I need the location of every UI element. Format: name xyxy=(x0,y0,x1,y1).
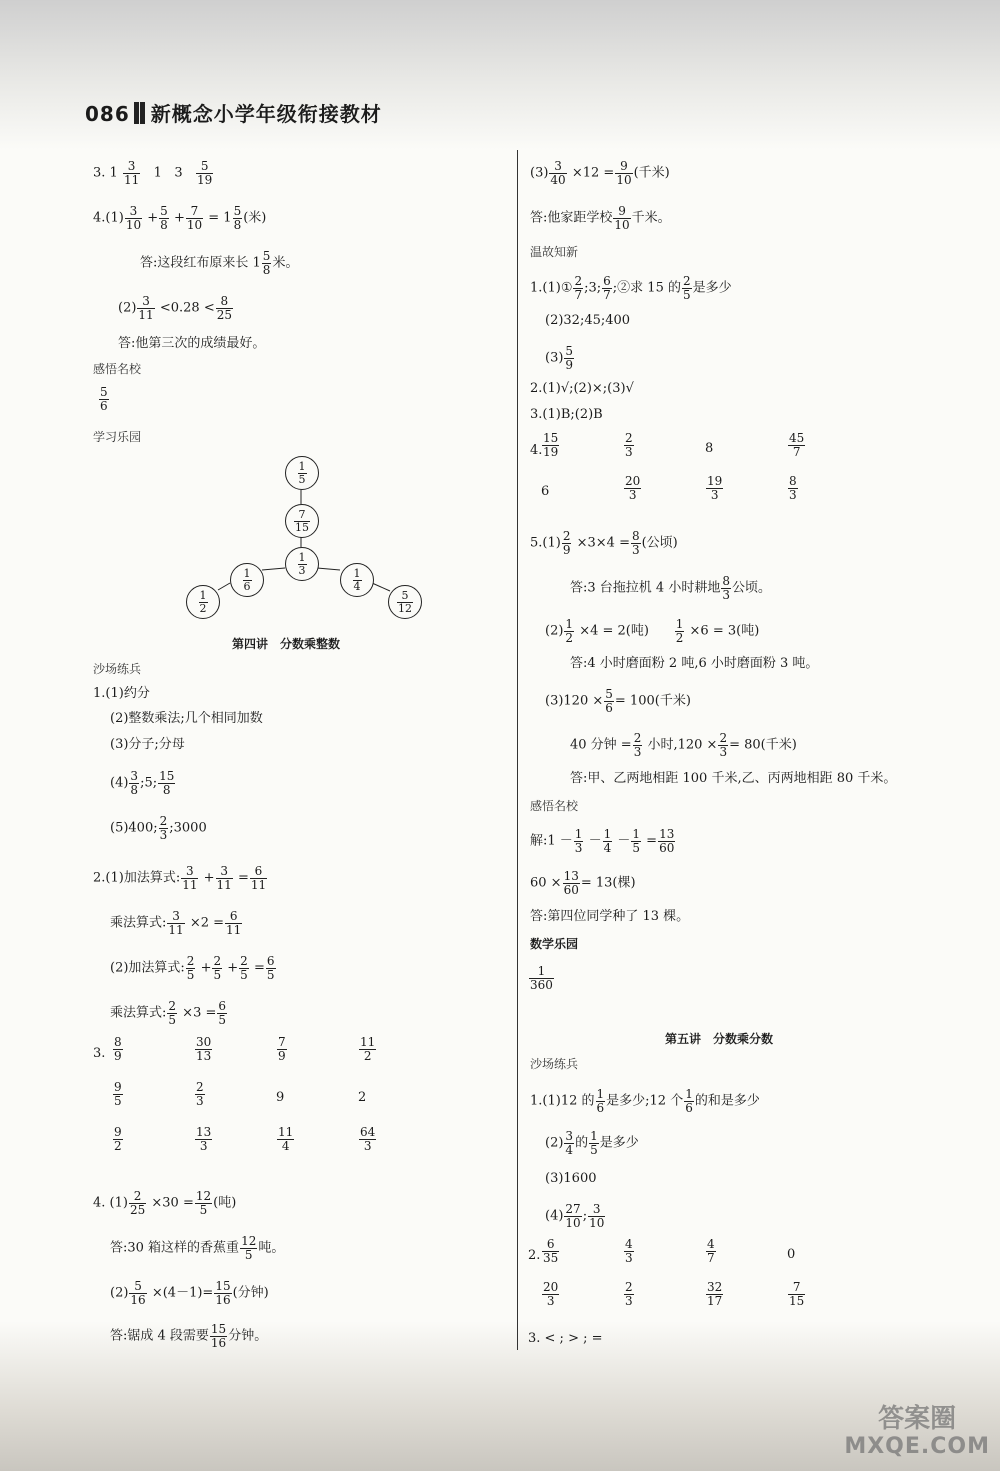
answer-line: 1.(1)① $\frac{2}{7}$ ;3; $\frac{6}{7}$ ;②求 15 的 $\frac{2}{5}$ 是多少 xyxy=(530,274,732,302)
grid-cell xyxy=(358,1126,377,1152)
grid-cell xyxy=(623,1238,635,1264)
page-number: 086 xyxy=(85,102,130,126)
grid-cell xyxy=(705,1238,717,1264)
grid-cell xyxy=(705,475,724,501)
fraction: $\frac{3}{11}$ xyxy=(123,159,140,187)
answer-line: 5.(1) $\frac{2}{9}$ ×3×4 = $\frac{8}{3}$ (公顷) xyxy=(530,529,678,557)
grid-cell xyxy=(623,432,635,458)
grid-cell xyxy=(194,1081,206,1107)
answer-line: (3) $\frac{5}{9}$ xyxy=(545,344,574,372)
book-title: 新概念小学年级衔接教材 xyxy=(150,102,382,126)
answer-line: 40 分钟 = $\frac{2}{3}$ 小时,120 × $\frac{2}{3}$ = 80(千米) xyxy=(570,731,797,759)
tree-node: $\frac{1}{2}$ xyxy=(186,585,220,619)
section-heading: 感悟名校 xyxy=(93,362,142,376)
question-number: 2. xyxy=(528,1248,541,1263)
answer-line: 2.(1)加法算式: $\frac{3}{11}$ + $\frac{3}{11}$ = $\frac{6}{11}$ xyxy=(93,864,267,892)
fraction: $\frac{13}{3}$ xyxy=(196,1125,212,1153)
answer-line: 答:他第三次的成绩最好。 xyxy=(118,336,266,351)
answer-line: 1.(1)12 的 $\frac{1}{6}$ 是多少;12 个 $\frac{1}{6}$ 的和是多少 xyxy=(530,1087,760,1115)
fraction: $\frac{30}{13}$ xyxy=(196,1035,212,1063)
grid-cell xyxy=(112,1081,124,1107)
grid-cell xyxy=(541,1281,560,1307)
answer-line: 60 × $\frac{13}{60}$ = 13(棵) xyxy=(530,869,636,897)
answer-line: (3) $\frac{3}{40}$ ×12 = $\frac{9}{10}$ (千米) xyxy=(530,159,670,187)
grid-cell xyxy=(787,475,799,501)
fraction: $\frac{20}{3}$ xyxy=(543,1280,559,1308)
answer-line: (2)整数乘法;几个相同加数 xyxy=(110,711,263,726)
fraction: $\frac{8}{3}$ xyxy=(789,474,797,502)
grid-cell xyxy=(623,475,642,501)
header-bar xyxy=(134,102,139,124)
answer-line: (2) $\frac{3}{4}$ 的 $\frac{1}{5}$ 是多少 xyxy=(545,1129,639,1157)
page-header xyxy=(85,98,382,127)
fraction: $\frac{7}{15}$ xyxy=(789,1280,805,1308)
grid-cell xyxy=(276,1036,288,1062)
answer-line: 乘法算式: $\frac{3}{11}$ ×2 = $\frac{6}{11}$ xyxy=(110,909,242,937)
section-heading: 沙场练兵 xyxy=(93,662,142,676)
answer-line: 乘法算式: $\frac{2}{5}$ ×3 = $\frac{6}{5}$ xyxy=(110,999,227,1027)
answer-line: 1.(1)约分 xyxy=(93,686,150,701)
fraction: $\frac{19}{3}$ xyxy=(707,474,723,502)
answer-line: (4) $\frac{27}{10}$ ; $\frac{3}{10}$ xyxy=(545,1202,605,1230)
watermark: 答案圈 MXQE.COM xyxy=(844,1404,990,1459)
grid-cell xyxy=(623,1281,635,1307)
fraction: $\frac{4}{7}$ xyxy=(707,1237,715,1265)
answer-line: 答:3 台拖拉机 4 小时耕地 $\frac{8}{3}$ 公顷。 xyxy=(570,574,771,602)
answer-line: $\frac{5}{6}$ xyxy=(100,385,108,413)
grid-cell xyxy=(276,1126,295,1152)
section-heading: 感悟名校 xyxy=(530,799,579,813)
answer-line: 答:这段红布原来长 1 $\frac{5}{8}$ 米。 xyxy=(140,249,299,277)
tree-node: $\frac{7}{15}$ xyxy=(285,504,319,538)
tree-node: $\frac{1}{4}$ xyxy=(340,563,374,597)
answer-line: 2.(1)√;(2)×;(3)√ xyxy=(530,381,634,396)
grid-cell xyxy=(787,432,806,458)
answer-line: (3)120 × $\frac{5}{6}$ = 100(千米) xyxy=(545,687,691,715)
section-heading: 沙场练兵 xyxy=(530,1057,579,1071)
section-heading: 学习乐园 xyxy=(93,430,142,444)
fraction: $\frac{9}{5}$ xyxy=(114,1080,122,1108)
fraction: $\frac{64}{3}$ xyxy=(360,1125,376,1153)
question-number: 3. xyxy=(93,1046,106,1061)
answer-line: (2) $\frac{1}{2}$ ×4 = 2(吨) $\frac{1}{2}$ ×6 = 3(吨) xyxy=(545,617,760,645)
grid-cell: 6 xyxy=(541,484,550,499)
fraction: $\frac{4}{3}$ xyxy=(625,1237,633,1265)
fraction: $\frac{2}{3}$ xyxy=(196,1080,204,1108)
answer-line: (2)加法算式: $\frac{2}{5}$ + $\frac{2}{5}$ + $\frac{2}{5}$ = $\frac{6}{5}$ xyxy=(110,954,275,982)
column-divider xyxy=(517,150,518,1350)
lecture-title: 第四讲 分数乘整数 xyxy=(232,637,341,651)
grid-cell xyxy=(112,1126,124,1152)
answer-line: 3. 1 $\frac{3}{11}$ 1 3 $\frac{5}{19}$ xyxy=(93,159,213,187)
answer-line: 3.(1)B;(2)B xyxy=(530,407,603,422)
fraction: $\frac{11}{4}$ xyxy=(278,1125,294,1153)
question-number: 4. xyxy=(530,443,543,458)
answer-line: 答:4 小时磨面粉 2 吨,6 小时磨面粉 3 吨。 xyxy=(570,656,819,671)
grid-cell xyxy=(705,1281,724,1307)
fraction: $\frac{2}{3}$ xyxy=(625,431,633,459)
fraction: $\frac{2}{3}$ xyxy=(625,1280,633,1308)
section-heading: 温故知新 xyxy=(530,245,579,259)
section-heading: 数学乐园 xyxy=(530,937,579,951)
answer-line: (3)分子;分母 xyxy=(110,737,185,752)
answer-line: 3. < ; > ; = xyxy=(528,1331,603,1346)
grid-cell: 8 xyxy=(705,441,714,456)
answer-line: $\frac{1}{360}$ xyxy=(530,964,553,992)
grid-cell xyxy=(194,1126,213,1152)
grid-cell: 0 xyxy=(787,1247,796,1262)
lecture-title: 第五讲 分数乘分数 xyxy=(665,1032,774,1046)
tree-node: $\frac{5}{12}$ xyxy=(388,585,422,619)
answer-line: (4) $\frac{3}{8}$ ;5; $\frac{15}{8}$ xyxy=(110,769,175,797)
header-decoration xyxy=(0,0,1000,150)
grid-cell: 9 xyxy=(276,1090,285,1105)
fraction: $\frac{15}{19}$ xyxy=(543,431,559,459)
answer-line: (3)1600 xyxy=(545,1171,597,1186)
fraction: $\frac{8}{9}$ xyxy=(114,1035,122,1063)
answer-line: 答:甲、乙两地相距 100 千米,乙、丙两地相距 80 千米。 xyxy=(570,771,897,786)
fraction: $\frac{45}{7}$ xyxy=(789,431,805,459)
tree-node: $\frac{1}{6}$ xyxy=(230,563,264,597)
answer-line: 答:30 箱这样的香蕉重 $\frac{12}{5}$ 吨。 xyxy=(110,1234,285,1262)
answer-line: 答:第四位同学种了 13 棵。 xyxy=(530,909,690,924)
grid-cell xyxy=(787,1281,806,1307)
fraction: $\frac{32}{17}$ xyxy=(707,1280,723,1308)
fraction: $\frac{20}{3}$ xyxy=(625,474,641,502)
answer-line: 答:锯成 4 段需要 $\frac{15}{16}$ 分钟。 xyxy=(110,1322,268,1350)
fraction: $\frac{9}{2}$ xyxy=(114,1125,122,1153)
answer-line: 解:1 － $\frac{1}{3}$ － $\frac{1}{4}$ － $\frac{1}{5}$ = $\frac{13}{60}$ xyxy=(530,827,675,855)
answer-line: (5)400; $\frac{2}{3}$ ;3000 xyxy=(110,814,207,842)
tree-node: $\frac{1}{3}$ xyxy=(285,547,319,581)
fraction: $\frac{5}{19}$ xyxy=(197,159,213,187)
fraction: $\frac{11}{2}$ xyxy=(360,1035,376,1063)
answer-line: 答:他家距学校 $\frac{9}{10}$ 千米。 xyxy=(530,204,671,232)
grid-cell xyxy=(541,1238,560,1264)
grid-cell xyxy=(358,1036,377,1062)
fraction: $\frac{6}{35}$ xyxy=(543,1237,559,1265)
answer-line: (2) $\frac{3}{11}$ <0.28 < $\frac{8}{25}$ xyxy=(118,294,232,322)
answer-line: 4.(1) $\frac{3}{10}$ + $\frac{5}{8}$ + $\frac{7}{10}$ = 1 $\frac{5}{8}$ (米) xyxy=(93,204,267,232)
fraction: $\frac{7}{9}$ xyxy=(278,1035,286,1063)
grid-cell xyxy=(194,1036,213,1062)
grid-cell xyxy=(112,1036,124,1062)
answer-line: (2)32;45;400 xyxy=(545,313,631,328)
answer-line: 4. (1) $\frac{2}{25}$ ×30 = $\frac{12}{5}$ (吨) xyxy=(93,1189,237,1217)
answer-line: (2) $\frac{5}{16}$ ×(4－1)= $\frac{15}{16}$ (分钟) xyxy=(110,1279,269,1307)
grid-cell xyxy=(541,432,560,458)
tree-node: $\frac{1}{5}$ xyxy=(285,456,319,490)
grid-cell: 2 xyxy=(358,1090,367,1105)
